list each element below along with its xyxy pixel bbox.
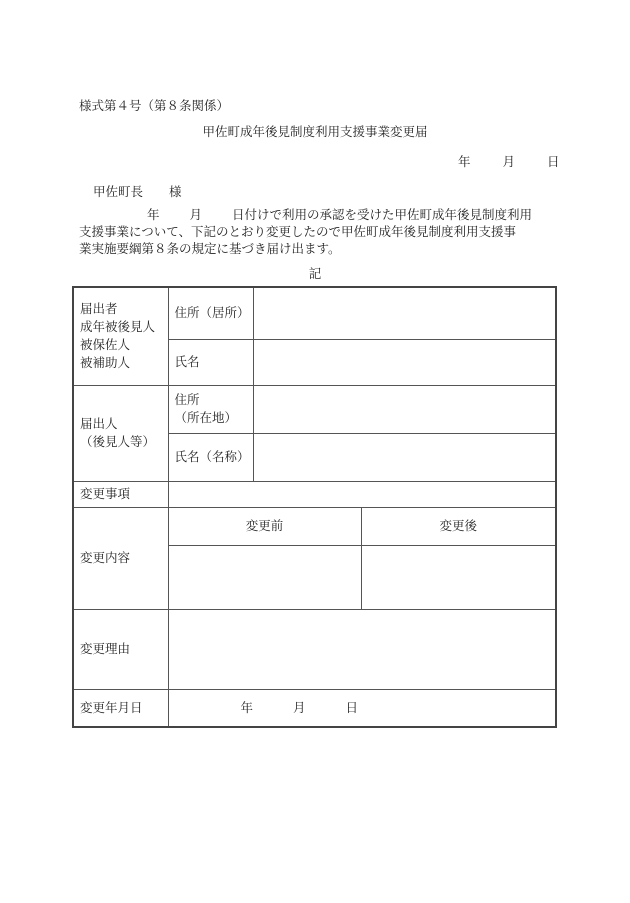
- date-day: 日: [546, 154, 560, 169]
- change-reason-field[interactable]: [168, 609, 556, 689]
- reporter-address-label-line: （所在地）: [174, 410, 238, 425]
- notifier-label-line: 被保佐人: [80, 337, 131, 353]
- addressee: [93, 182, 182, 200]
- submission-date: [458, 152, 559, 170]
- date-year: 年: [458, 154, 471, 169]
- change-item-field[interactable]: [168, 481, 556, 507]
- body-line-2: 支援事業について、下記のとおり変更したので甲佐町成年後見制度利用支援事: [79, 224, 517, 239]
- ki-heading: 記: [308, 266, 322, 281]
- notifier-label-line: 被補助人: [80, 355, 131, 371]
- change-item-label: 変更事項: [73, 481, 168, 507]
- body-line-1-rest: 日付けで利用の承認を受けた甲佐町成年後見制度利用: [232, 207, 533, 222]
- change-date-field[interactable]: [168, 689, 556, 727]
- reporter-address-label: [168, 385, 253, 433]
- change-content-label: 変更内容: [73, 507, 168, 609]
- notifier-label-cell: [73, 287, 168, 385]
- reporter-address-label-line: 住所: [174, 392, 200, 407]
- change-date-label: 変更年月日: [73, 689, 168, 727]
- body-text: [79, 206, 559, 257]
- reporter-name-label: 氏名（名称）: [168, 433, 253, 481]
- change-date-month: 月: [293, 699, 306, 715]
- body-month: 月: [189, 207, 203, 222]
- before-field[interactable]: [168, 545, 361, 609]
- after-field[interactable]: [361, 545, 556, 609]
- notifier-address-label: 住所（居所）: [168, 287, 253, 339]
- before-header: 変更前: [168, 507, 361, 545]
- body-line-3: 業実施要綱第８条の規定に基づき届け出ます。: [79, 241, 341, 256]
- addressee-name: 甲佐町長: [93, 184, 144, 199]
- reporter-label-line: 届出人: [80, 416, 118, 431]
- body-year: 年: [147, 207, 160, 222]
- form-number: 様式第４号（第８条関係）: [79, 98, 230, 113]
- after-header: 変更後: [361, 507, 556, 545]
- reporter-label-cell: [73, 385, 168, 481]
- date-month: 月: [502, 154, 515, 169]
- notifier-label-line: 成年被後見人: [80, 319, 156, 335]
- change-date-year: 年: [240, 699, 254, 715]
- notifier-name-label: 氏名: [168, 339, 253, 385]
- notifier-name-field[interactable]: [253, 339, 556, 385]
- reporter-label-line: （後見人等）: [80, 434, 156, 449]
- change-form-table: [72, 286, 557, 728]
- reporter-address-field[interactable]: [253, 385, 556, 433]
- addressee-honorific: 様: [169, 184, 182, 199]
- notifier-label-line: 届出者: [80, 301, 118, 317]
- change-date-day: 日: [345, 699, 359, 715]
- change-reason-label: 変更理由: [73, 609, 168, 689]
- notifier-address-field[interactable]: [253, 287, 556, 339]
- body-line-1: [79, 206, 559, 223]
- document-title: 甲佐町成年後見制度利用支援事業変更届: [202, 124, 428, 139]
- reporter-name-field[interactable]: [253, 433, 556, 481]
